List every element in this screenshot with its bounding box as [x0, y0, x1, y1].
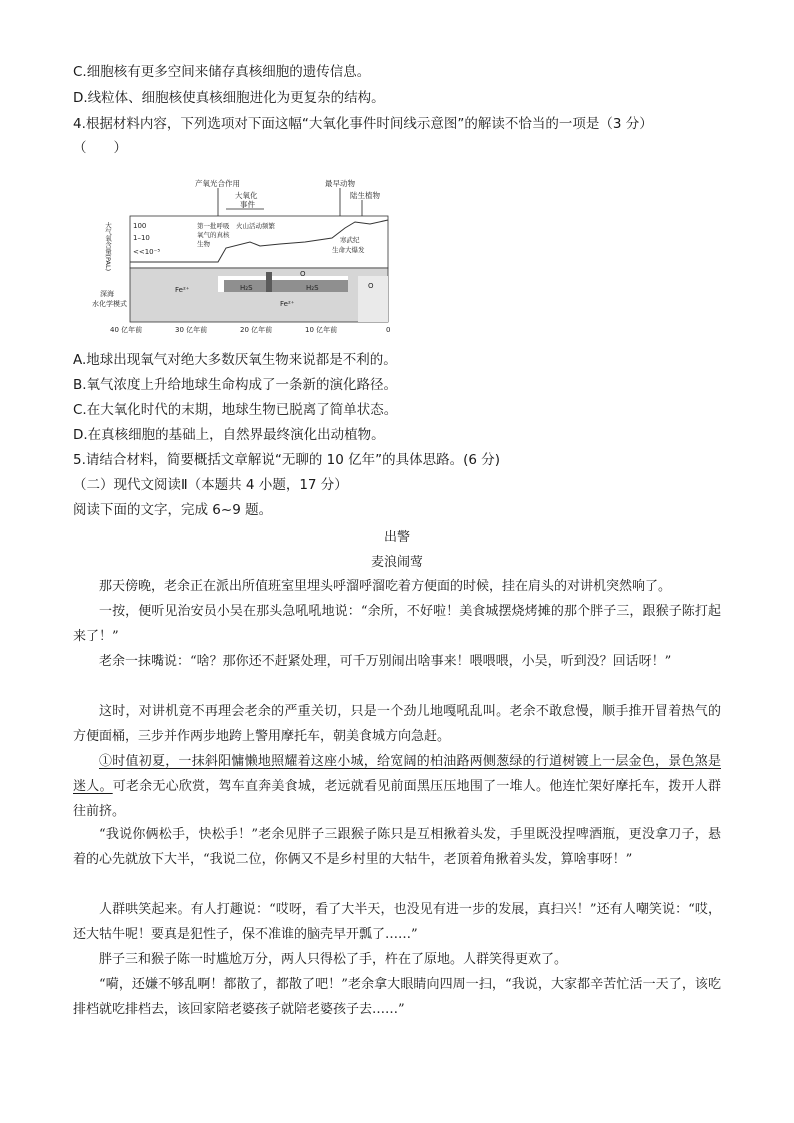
- q5-stem: 5.请结合材料，简要概括文章解说“无聊的 10 亿年”的具体思路。(6 分): [73, 452, 501, 468]
- note-first-1: 第一批呼吸: [197, 222, 230, 230]
- q4-option-a: A.地球出现氧气对绝大多数厌氧生物来说都是不利的。: [73, 352, 397, 368]
- o-label-1: O: [300, 270, 306, 278]
- level-1-10: 1–10: [133, 234, 150, 242]
- label-earliest-animals: 最早动物: [325, 179, 355, 188]
- story-paragraph-7: 人群哄笑起来。有人打趣说：“哎呀，看了大半天，也没见有进一步的发展，真扫兴！”还有人嘲笑说：“哎，还大牯牛呢！要真是犯性子，保不准谁的脑壳早开瓢了……”: [73, 902, 721, 942]
- story-paragraph-4: 这时，对讲机竟不再理会老余的严重关切，只是一个劲儿地嘎吼乱叫。老余不敢怠慢，顺手推开冒着热气的方便面桶，三步并作两步地跨上警用摩托车，朝美食城方向急赶。: [73, 704, 721, 744]
- label-land-plants: 陆生植物: [350, 191, 380, 200]
- level-small: <<10⁻⁵: [133, 248, 161, 256]
- tick-40: 40 亿年前: [110, 326, 143, 334]
- q4-stem: 4.根据材料内容，下列选项对下面这幅“大氧化事件时间线示意图”的解读不恰当的一项是（3 分）: [73, 116, 653, 132]
- o-label-2: O: [368, 282, 374, 290]
- tick-0: 0: [386, 326, 391, 334]
- ocean-label-2: 水化学模式: [92, 300, 127, 308]
- story-title: 出警: [383, 530, 410, 545]
- label-great-oxidation-2: 事件: [240, 200, 255, 209]
- note-cambrian-1: 寒武纪: [340, 236, 360, 244]
- level-100: 100: [133, 222, 147, 230]
- underlined-sentence-1: ①时值初夏，一抹斜阳慵懒地照耀着这座小城，给宽阔的柏油路两侧葱绿的行道树镀上一层金色，景色煞是迷人。: [73, 754, 721, 794]
- note-first-3: 生物: [197, 240, 210, 248]
- q4-option-d: D.在真核细胞的基础上，自然界最终演化出动植物。: [73, 427, 385, 443]
- ocean-label-1: 深海: [100, 290, 114, 298]
- story-paragraph-2: 一按，便听见治安员小吴在那头急吼吼地说：“余所，不好啦！美食城摆烧烤摊的那个胖子三，跟猴子陈打起来了！”: [73, 604, 721, 644]
- y-axis-title: 大气氧含量(PAL): [104, 222, 112, 272]
- q3-option-c: C.细胞核有更多空间来储存真核细胞的遗传信息。: [73, 64, 371, 80]
- q4-option-b: B.氧气浓度上升给地球生命构成了一条新的演化路径。: [73, 377, 398, 393]
- note-volcano: 火山活动频繁: [236, 222, 275, 230]
- fe-label-2: Fe²⁺: [280, 300, 295, 308]
- oxidation-timeline-figure: [92, 176, 400, 336]
- label-photosynthesis: 产氧光合作用: [195, 179, 240, 188]
- story-paragraph-1: 那天傍晚，老余正在派出所值班室里埋头呼溜呼溜吃着方便面的时候，挂在肩头的对讲机突然响了。: [99, 579, 672, 594]
- story-paragraph-5-rest: 可老余无心欣赏，驾车直奔美食城，老远就看见前面黑压压地围了一堆人。他连忙架好摩托车，拨开人群往前挤。: [73, 779, 721, 819]
- note-cambrian-2: 生命大爆发: [332, 246, 365, 254]
- note-first-2: 氧气的真核: [197, 231, 230, 239]
- h2s-label-2: H₂S: [306, 284, 319, 292]
- tick-30: 30 亿年前: [175, 326, 208, 334]
- q4-option-c: C.在大氧化时代的末期，地球生物已脱离了简单状态。: [73, 402, 398, 418]
- tick-10: 10 亿年前: [305, 326, 338, 334]
- story-paragraph-5: [73, 749, 721, 824]
- h2s-spike: [266, 272, 272, 292]
- q3-option-d: D.线粒体、细胞核使真核细胞进化为更复杂的结构。: [73, 90, 385, 106]
- fe-label-1: Fe²⁺: [175, 286, 190, 294]
- story-paragraph-9: “嗬，还嫌不够乱啊！都散了，都散了吧！”老余拿大眼睛向四周一扫，“我说，大家都辛苦忙活一天了，该吃排档就吃排档去，该回家陪老婆孩子就陪老婆孩子去……”: [73, 977, 721, 1017]
- story-paragraph-3: 老余一抹嘴说：“啥？那你还不赶紧处理，可千万别闹出啥事来！喂喂喂，小吴，听到没？回话呀！”: [99, 654, 672, 669]
- story-author: 麦浪闹莺: [370, 555, 423, 570]
- story-paragraph-6: “我说你俩松手，快松手！”老余见胖子三跟猴子陈只是互相揪着头发，手里既没捏啤酒瓶，更没拿刀子，悬着的心先就放下大半，“我说二位，你俩又不是乡村里的大牯牛，老顶着角揪着头发，算啥事呀！”: [73, 827, 721, 867]
- story-paragraph-8: 胖子三和猴子陈一时尴尬万分，两人只得松了手，杵在了原地。人群笑得更欢了。: [99, 952, 568, 967]
- label-great-oxidation-1: 大氧化: [235, 191, 258, 200]
- h2s-label-1: H₂S: [240, 284, 253, 292]
- section2-heading: （二）现代文阅读Ⅱ（本题共 4 小题，17 分）: [73, 477, 348, 493]
- q4-answer-paren: （ ）: [73, 140, 127, 156]
- tick-20: 20 亿年前: [240, 326, 273, 334]
- section2-instruction: 阅读下面的文字，完成 6~9 题。: [73, 502, 273, 518]
